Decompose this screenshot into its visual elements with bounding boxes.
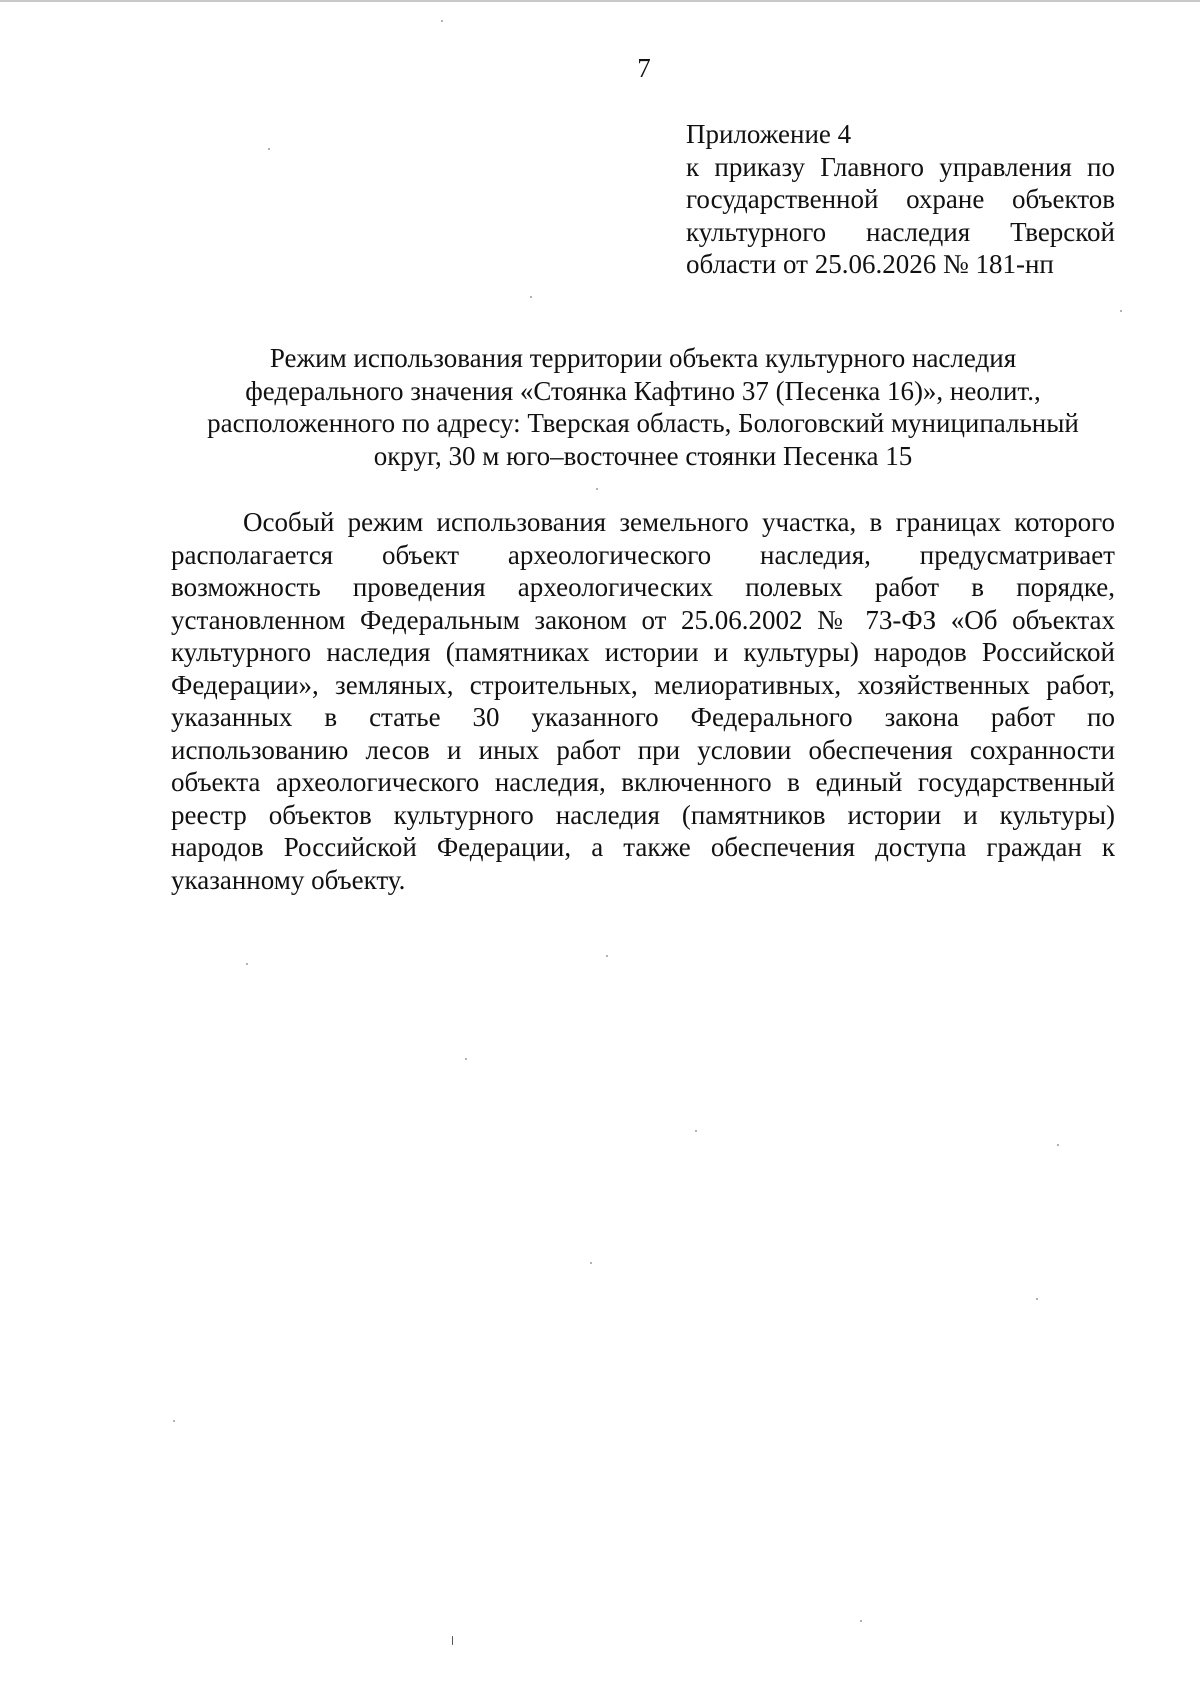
body-line: реестр объектов культурного наследия (памятников истории и культуры) bbox=[171, 799, 1115, 830]
body-line: установленном Федеральным законом от 25.06.2002 № 73-ФЗ «Об объектах bbox=[171, 604, 1115, 635]
body-line: народов Российской Федерации, а также обеспечения доступа граждан к bbox=[171, 832, 1115, 862]
appendix-line: Приложение 4 bbox=[686, 119, 852, 149]
body-line: указанному объекту. bbox=[171, 864, 406, 895]
scan-speck bbox=[465, 1058, 467, 1060]
scan-speck bbox=[606, 955, 608, 957]
body-line: Федерации», земляных, строительных, мелиоративных, хозяйственных работ, bbox=[171, 669, 1115, 700]
body-line: культурного наследия (памятниках истории и культуры) народов Российской bbox=[171, 637, 1115, 667]
body-paragraph bbox=[171, 506, 1115, 896]
scan-mark bbox=[452, 1636, 453, 1645]
body-line: возможность проведения археологических полевых работ в порядке, bbox=[171, 572, 1115, 602]
document-title bbox=[170, 342, 1116, 472]
appendix-line: культурного наследия Тверской bbox=[686, 216, 1115, 247]
scan-speck bbox=[695, 1130, 697, 1132]
scan-speck bbox=[1036, 1298, 1038, 1300]
scan-speck bbox=[860, 1620, 862, 1622]
body-line: располагается объект археологического наследия, предусматривает bbox=[171, 539, 1115, 570]
scan-speck bbox=[1057, 1144, 1059, 1146]
scan-speck bbox=[173, 1420, 175, 1422]
appendix-header bbox=[686, 118, 1115, 281]
title-line: расположенного по адресу: Тверская область, Бологовский муниципальный bbox=[207, 408, 1079, 438]
page-number: 7 bbox=[637, 53, 651, 83]
appendix-line: государственной охране объектов bbox=[686, 184, 1115, 214]
scan-speck bbox=[596, 488, 598, 490]
scan-speck bbox=[441, 20, 443, 22]
page-top-edge bbox=[0, 0, 1200, 2]
title-line: федерального значения «Стоянка Кафтино 37 (Песенка 16)», неолит., bbox=[245, 375, 1041, 406]
appendix-line: к приказу Главного управления по bbox=[686, 151, 1115, 182]
appendix-line: области от 25.06.2026 № 181-нп bbox=[686, 249, 1054, 279]
scan-speck bbox=[530, 296, 532, 298]
title-line: округ, 30 м юго–восточнее стоянки Песенка 15 bbox=[373, 440, 913, 471]
scan-speck bbox=[590, 1262, 592, 1264]
body-line: объекта археологического наследия, включенного в единый государственный bbox=[171, 767, 1115, 797]
body-line: использованию лесов и иных работ при условии обеспечения сохранности bbox=[171, 734, 1115, 765]
title-line: Режим использования территории объекта культурного наследия bbox=[269, 343, 1017, 373]
body-line: Особый режим использования земельного участка, в границах которого bbox=[243, 507, 1115, 537]
scan-speck bbox=[246, 963, 248, 965]
body-line: указанных в статье 30 указанного Федерального закона работ по bbox=[171, 702, 1115, 732]
scan-speck bbox=[268, 148, 270, 150]
scan-speck bbox=[1120, 310, 1122, 312]
